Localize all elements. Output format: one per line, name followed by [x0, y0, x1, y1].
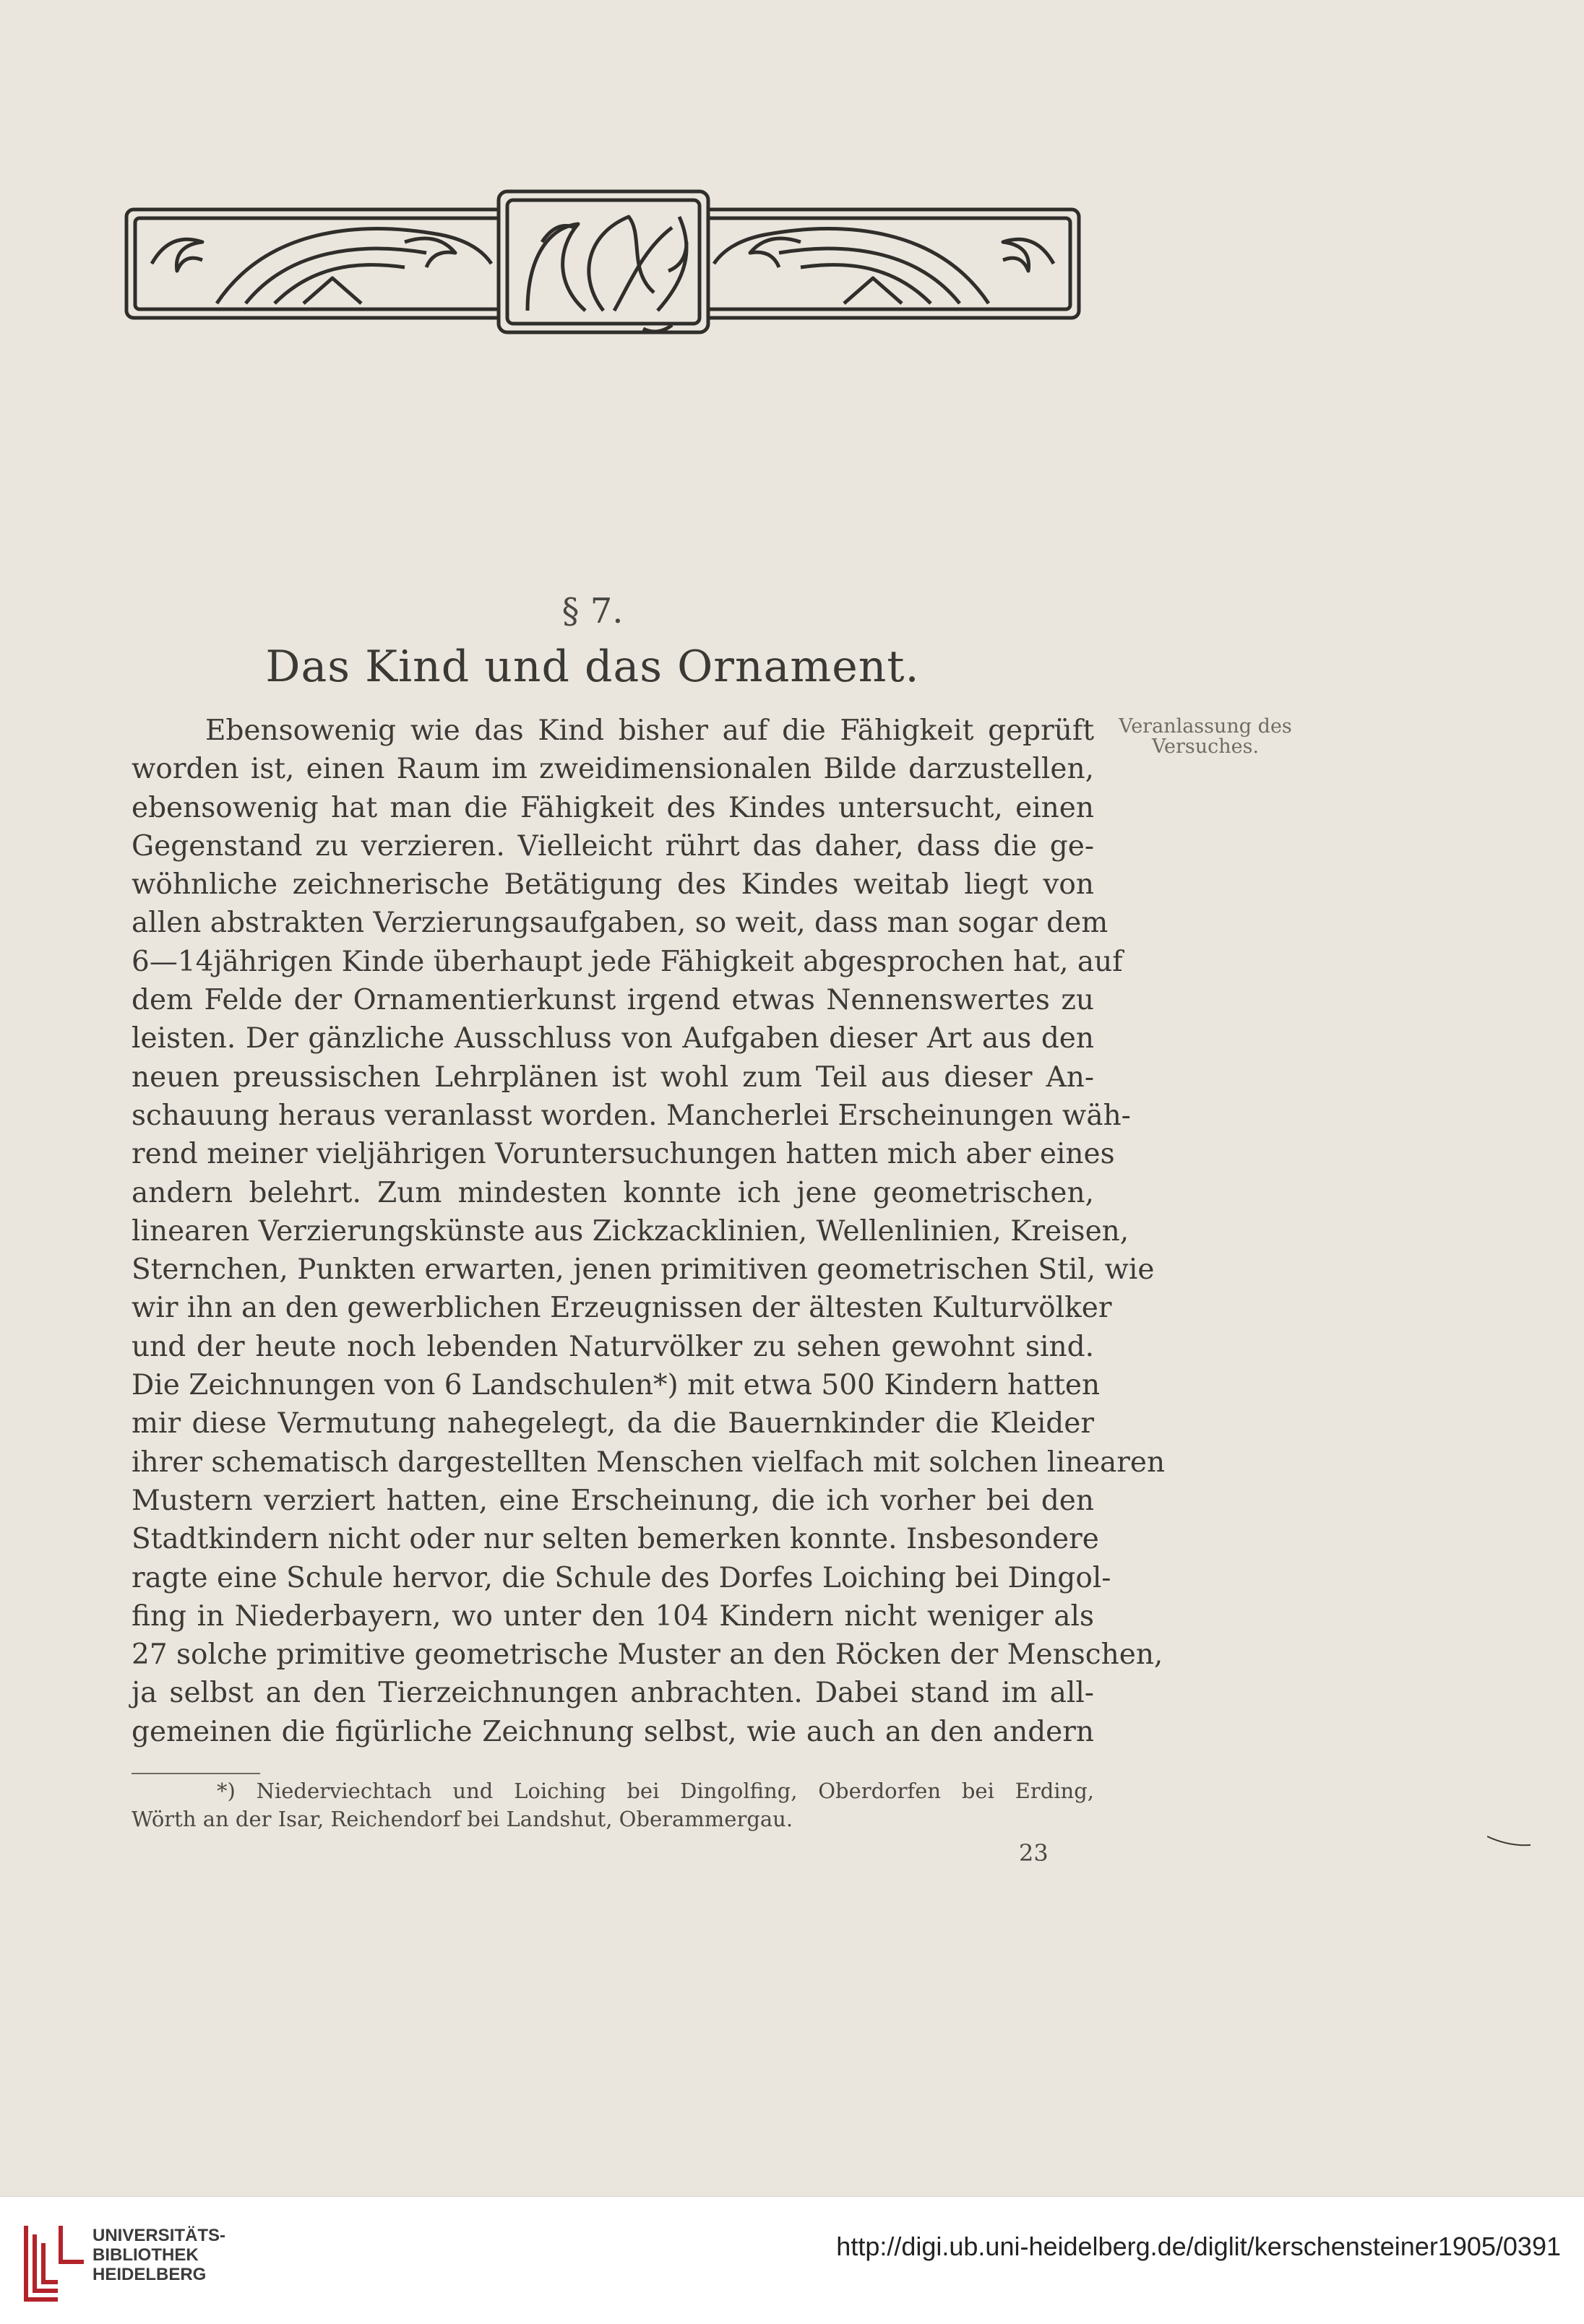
body-line: wir ihn an den gewerblichen Erzeugnissen der ältesten Kulturvölker — [132, 1292, 1112, 1325]
body-line: und der heute noch lebenden Naturvölker zu sehen gewohnt sind. — [132, 1330, 1094, 1363]
footer-bar — [0, 2196, 1584, 2324]
footnote-line: Wörth an der Isar, Reichendorf bei Landshut, Oberammergau. — [132, 1807, 793, 1831]
body-line: Mustern verziert hatten, eine Erscheinung, die ich vorher bei den — [132, 1484, 1094, 1517]
library-logo-icon — [20, 2219, 90, 2305]
margin-note-line: Veranlassung des — [1119, 715, 1292, 738]
body-line: fing in Niederbayern, wo unter den 104 Kindern nicht weniger als — [132, 1599, 1094, 1633]
library-name-line: BIBLIOTHEK — [92, 2245, 199, 2265]
body-line: linearen Verzierungskünste aus Zickzacklinien, Wellenlinien, Kreisen, — [132, 1214, 1129, 1248]
section-number: § 7. — [561, 591, 624, 631]
body-line: 6—14jährigen Kinde überhaupt jede Fähigkeit abgesprochen hat, auf — [132, 945, 1123, 978]
body-line: worden ist, einen Raum im zweidimensionalen Bilde darzustellen, — [132, 753, 1094, 786]
body-line: 27 solche primitive geometrische Muster an den Röcken der Menschen, — [132, 1638, 1163, 1672]
body-line: ja selbst an den Tierzeichnungen anbrachten. Dabei stand im all- — [132, 1677, 1094, 1710]
body-line: neuen preussischen Lehrplänen ist wohl zum Teil aus dieser An- — [132, 1061, 1094, 1094]
body-line: Sternchen, Punkten erwarten, jenen primitiven geometrischen Stil, wie — [132, 1253, 1155, 1287]
body-line: ragte eine Schule hervor, die Schule des Dorfes Loiching bei Dingol- — [132, 1561, 1111, 1594]
body-paragraph — [132, 712, 1166, 1751]
chapter-title: Das Kind und das Ornament. — [265, 642, 920, 692]
body-line: Gegenstand zu verzieren. Vielleicht rührt das daher, dass die ge- — [132, 829, 1094, 863]
footnote-divider — [132, 1773, 260, 1774]
body-line: leisten. Der gänzliche Ausschluss von Aufgaben dieser Art aus den — [132, 1022, 1094, 1055]
page-number: 23 — [1019, 1839, 1049, 1867]
ornamental-header-band — [123, 184, 1082, 350]
margin-note — [1097, 717, 1314, 757]
margin-note-line: Versuches. — [1151, 735, 1260, 758]
library-name — [92, 2226, 225, 2284]
body-line: allen abstrakten Verzierungsaufgaben, so weit, dass man sogar dem — [132, 907, 1109, 940]
body-line: mir diese Vermutung nahegelegt, da die Bauernkinder die Kleider — [132, 1407, 1094, 1440]
body-line: ebensowenig hat man die Fähigkeit des Kindes untersucht, einen — [132, 791, 1094, 824]
scan-edge-mark — [1487, 1833, 1531, 1848]
body-line: rend meiner vieljährigen Voruntersuchungen hatten mich aber eines — [132, 1138, 1115, 1171]
library-name-line: HEIDELBERG — [92, 2265, 207, 2284]
body-line: Stadtkindern nicht oder nur selten bemerken konnte. Insbesondere — [132, 1523, 1099, 1556]
body-line: schauung heraus veranlasst worden. Mancherlei Erscheinungen wäh- — [132, 1099, 1131, 1132]
footnote-line: *) Niederviechtach und Loiching bei Dingolfing, Oberdorfen bei Erding, — [217, 1779, 1094, 1803]
body-line: Ebensowenig wie das Kind bisher auf die Fähigkeit geprüft — [205, 714, 1094, 747]
body-line: dem Felde der Ornamentierkunst irgend etwas Nennenswertes zu — [132, 984, 1094, 1017]
library-name-line: UNIVERSITÄTS- — [92, 2226, 226, 2245]
body-line: gemeinen die figürliche Zeichnung selbst, wie auch an den andern — [132, 1715, 1094, 1748]
body-line: andern belehrt. Zum mindesten konnte ich jene geometrischen, — [132, 1176, 1094, 1209]
body-line: Die Zeichnungen von 6 Landschulen*) mit etwa 500 Kindern hatten — [132, 1369, 1101, 1402]
source-url[interactable]: http://digi.ub.uni-heidelberg.de/diglit/kerschensteiner1905/0391 — [836, 2232, 1561, 2261]
footnote — [132, 1777, 1094, 1833]
body-line: wöhnliche zeichnerische Betätigung des Kindes weitab liegt von — [132, 868, 1094, 902]
body-line: ihrer schematisch dargestellten Menschen vielfach mit solchen linearen — [132, 1446, 1166, 1479]
